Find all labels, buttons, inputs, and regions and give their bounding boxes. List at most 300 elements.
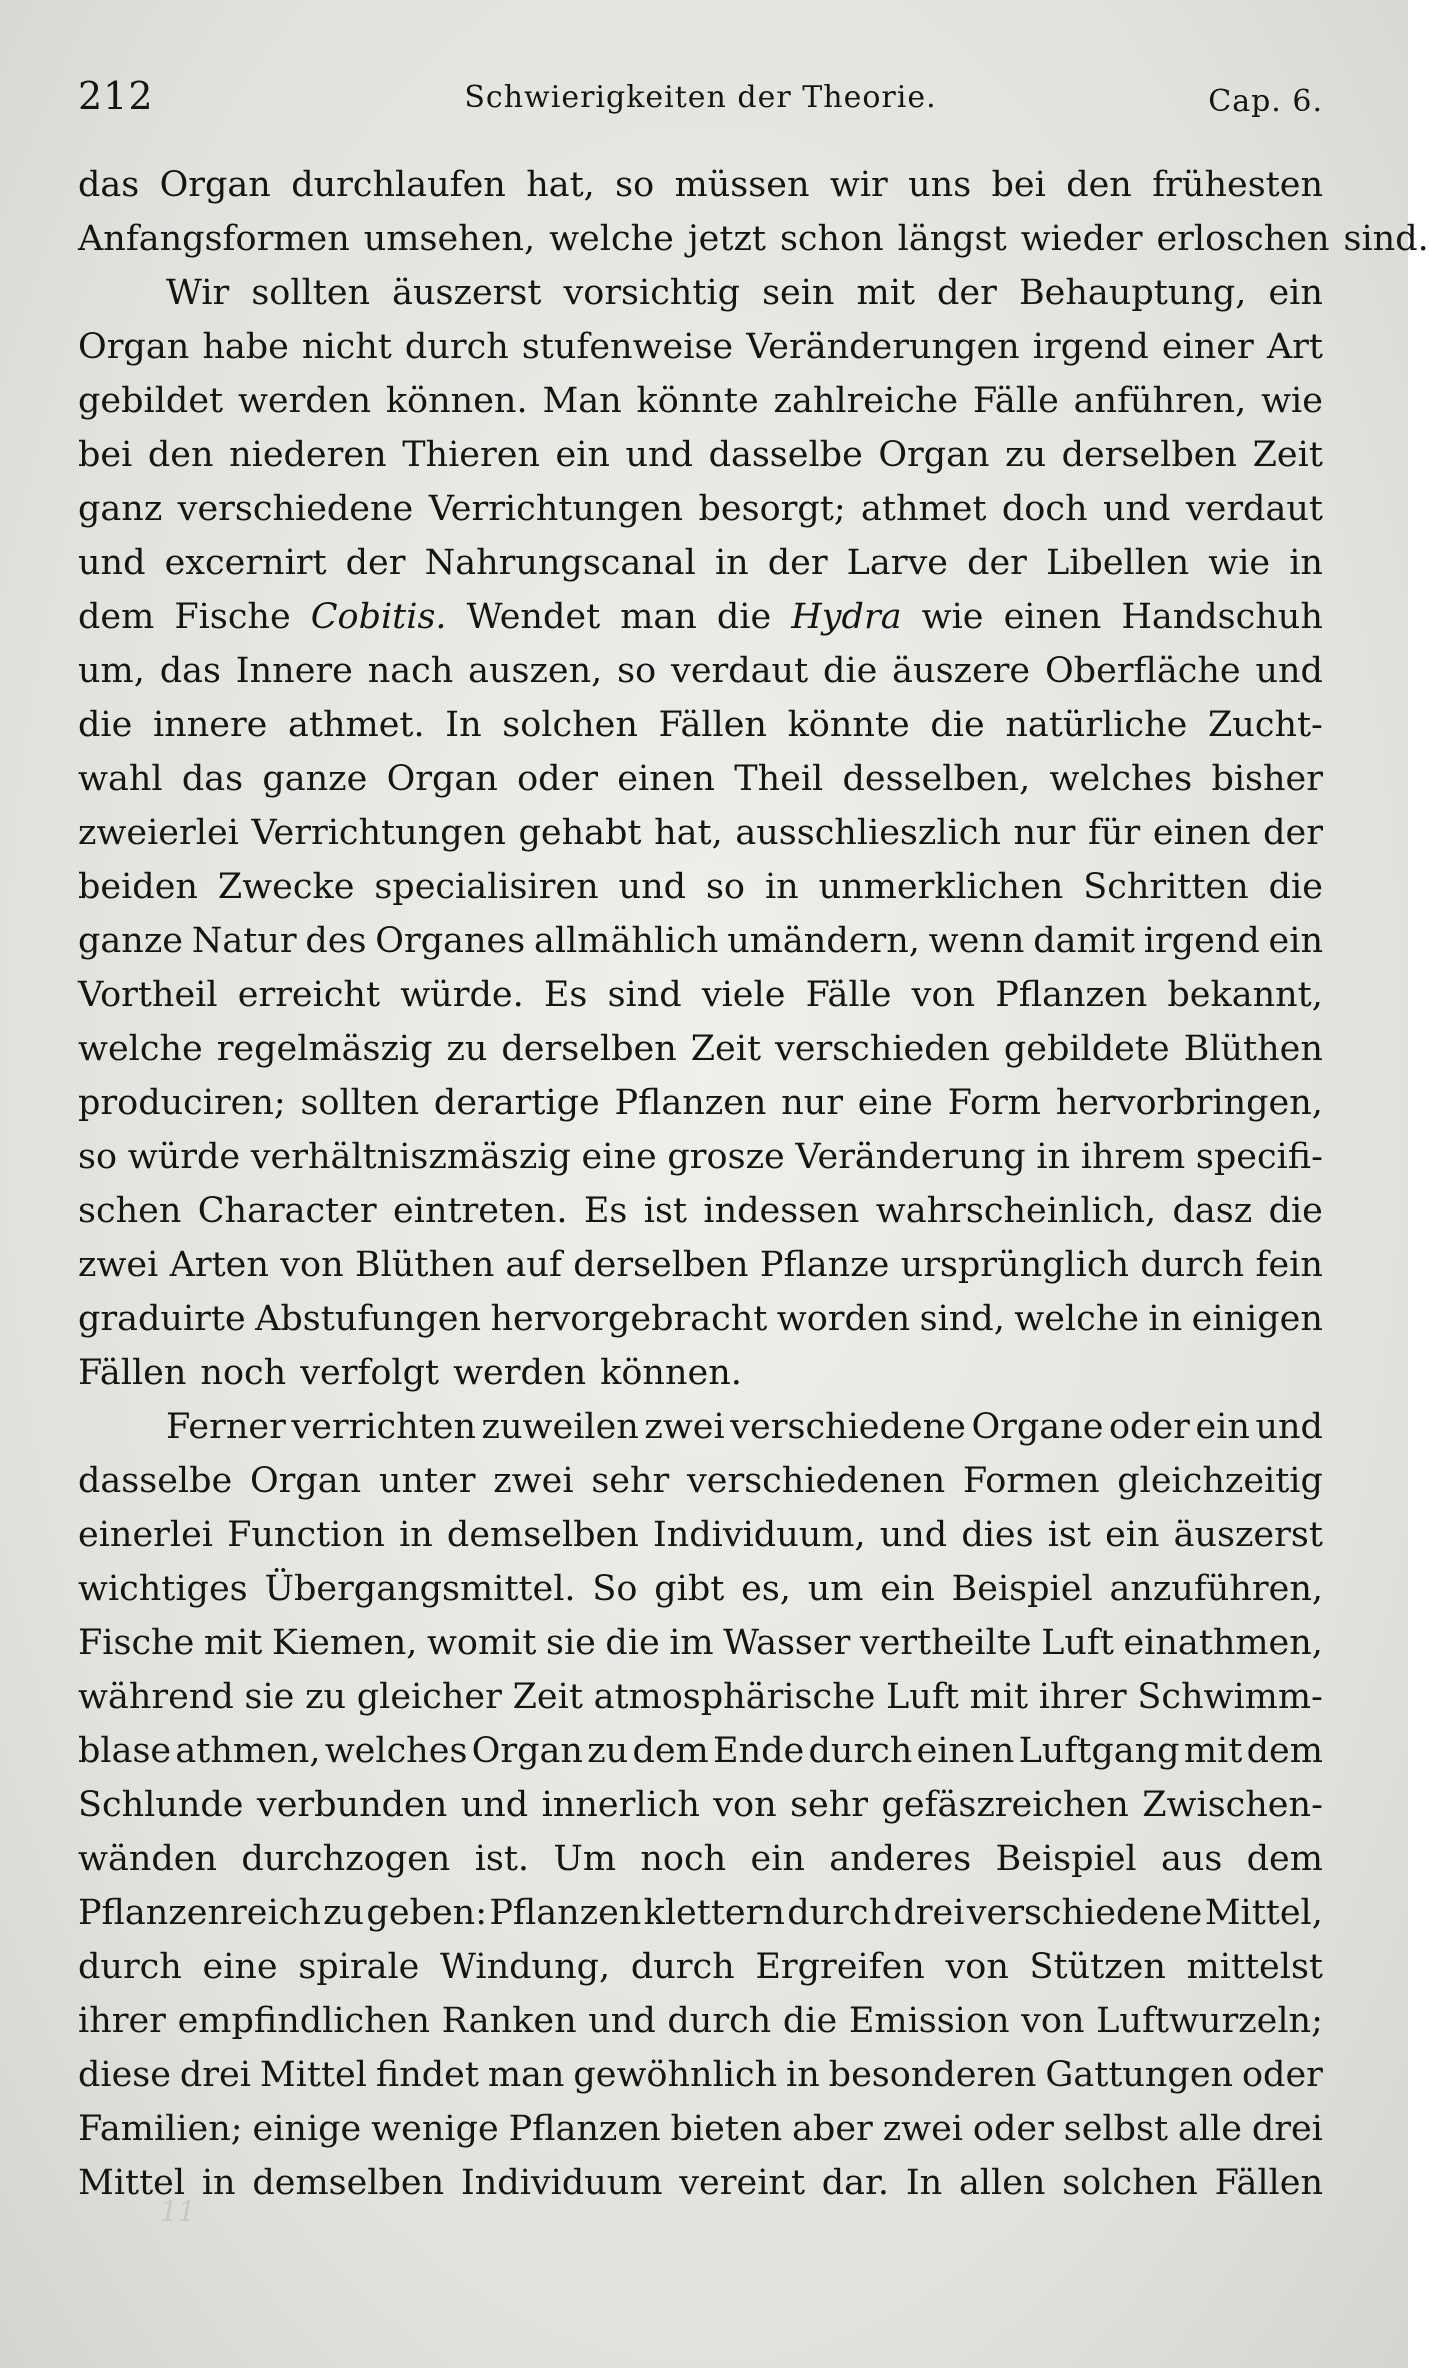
word: sein xyxy=(762,273,835,313)
word: für xyxy=(1087,813,1141,853)
word: den xyxy=(147,435,214,475)
word: damit xyxy=(1033,921,1135,961)
word: würde xyxy=(127,1137,241,1177)
word: das xyxy=(159,651,221,691)
text-line xyxy=(78,374,1323,428)
word: specialisiren xyxy=(374,867,599,907)
word: Zeit xyxy=(512,1677,583,1717)
word: durchlaufen xyxy=(291,165,506,205)
word: Luftwurzeln; xyxy=(1096,2001,1323,2041)
word: Theil xyxy=(734,759,824,799)
text-line xyxy=(78,320,1323,374)
word: Zeit xyxy=(690,1029,762,1069)
word: dem xyxy=(1246,1731,1323,1771)
text-line xyxy=(78,536,1323,590)
word: Beispiel xyxy=(995,1839,1137,1879)
word: in xyxy=(764,867,799,907)
word: durch xyxy=(667,2001,772,2041)
word: excernirt xyxy=(164,543,327,583)
word: Um xyxy=(553,1839,617,1879)
word: solchen xyxy=(1062,2163,1198,2203)
word: einer xyxy=(1161,327,1254,367)
word: verrichten xyxy=(291,1407,476,1447)
text-line xyxy=(78,2102,1323,2156)
word: Ende xyxy=(713,1731,805,1771)
word: können. xyxy=(385,381,528,421)
word: In xyxy=(445,705,482,745)
word: dasz xyxy=(1172,1191,1253,1231)
word: Luft xyxy=(886,1677,959,1717)
word: Stützen xyxy=(1029,1947,1166,1987)
word: Es xyxy=(583,1191,628,1231)
word: welche xyxy=(549,219,674,259)
word: Libellen xyxy=(1045,543,1190,583)
word: wenige xyxy=(371,2109,499,2149)
word: eine xyxy=(581,1137,657,1177)
word: vertheilte xyxy=(859,1623,1032,1663)
word: Schlunde xyxy=(78,1785,244,1825)
word: einen xyxy=(1003,597,1102,637)
word: empfindlichen xyxy=(177,2001,430,2041)
word: erreicht xyxy=(237,975,381,1015)
word: irgend xyxy=(1143,921,1260,961)
word: Familien; xyxy=(78,2109,243,2149)
word: wie xyxy=(1208,543,1271,583)
word: mit xyxy=(1183,1731,1243,1771)
word: Pflanzen xyxy=(614,1083,767,1123)
text-line xyxy=(78,2156,1323,2210)
word: Blüthen xyxy=(354,1245,495,1285)
text-line xyxy=(78,806,1323,860)
word: hat, xyxy=(654,813,723,853)
word: drei xyxy=(1251,2109,1323,2149)
word: Art xyxy=(1266,327,1323,367)
word: gleicher xyxy=(356,1677,502,1717)
text-line xyxy=(78,698,1323,752)
word: anzuführen, xyxy=(1109,1569,1323,1609)
word: Abstufungen xyxy=(255,1299,482,1339)
word: Pflanzen xyxy=(508,2109,661,2149)
text-line xyxy=(78,1508,1323,1562)
word: ein xyxy=(1268,921,1323,961)
word: äuszere xyxy=(892,651,1031,691)
word: Cobitis. xyxy=(310,597,447,637)
word: auszen, xyxy=(468,651,603,691)
word: noch xyxy=(200,1353,287,1393)
word: ausschlieszlich xyxy=(735,813,1001,853)
word: man xyxy=(620,597,697,637)
word: und xyxy=(625,435,694,475)
word: ein xyxy=(1268,273,1323,313)
word: solchen xyxy=(502,705,638,745)
word: von xyxy=(1021,2001,1085,2041)
word: ein xyxy=(880,1569,935,1609)
word: der xyxy=(1263,813,1323,853)
word: Übergangsmittel. xyxy=(264,1569,576,1609)
word: ihrer xyxy=(78,2001,166,2041)
word: wie xyxy=(921,597,984,637)
word: womit xyxy=(426,1623,537,1663)
word: Vortheil xyxy=(78,975,218,1015)
word: blase xyxy=(78,1731,172,1771)
word: bei xyxy=(991,165,1046,205)
word: es, xyxy=(741,1569,791,1609)
word: wahrscheinlich, xyxy=(875,1191,1157,1231)
word: Wasser xyxy=(723,1623,851,1663)
word: so xyxy=(615,165,655,205)
word: uns xyxy=(908,165,972,205)
text-line xyxy=(78,1292,1323,1346)
text-line xyxy=(78,2048,1323,2102)
word: bekannt, xyxy=(1167,975,1323,1015)
word: mit xyxy=(969,1677,1029,1717)
word: und xyxy=(78,543,146,583)
word: noch xyxy=(640,1839,727,1879)
word: mittelst xyxy=(1186,1947,1323,1987)
word: zahlreiche xyxy=(773,381,959,421)
word: Larve xyxy=(846,543,948,583)
word: Zeit xyxy=(1252,435,1323,475)
word: Fälle xyxy=(972,381,1059,421)
word: in xyxy=(714,543,749,583)
word: ein xyxy=(1105,1515,1160,1555)
word: durch xyxy=(404,327,509,367)
word: einathmen, xyxy=(1123,1623,1323,1663)
word: fein xyxy=(1255,1245,1323,1285)
word: die xyxy=(605,1623,660,1663)
word: wänden xyxy=(78,1839,218,1879)
word: verschiedene xyxy=(177,489,414,529)
word: verdaut xyxy=(1185,489,1323,529)
word: gleichzeitig xyxy=(1117,1461,1323,1501)
word: Arten xyxy=(169,1245,269,1285)
text-line xyxy=(78,860,1323,914)
word: der xyxy=(967,543,1027,583)
word: um, xyxy=(78,651,145,691)
word: Man xyxy=(542,381,622,421)
word: sehr xyxy=(591,1461,670,1501)
word: vorsichtig xyxy=(563,273,741,313)
word: nach xyxy=(367,651,454,691)
word: sind xyxy=(607,975,682,1015)
word: verhältniszmäszig xyxy=(250,1137,571,1177)
word: und xyxy=(588,2001,656,2041)
bleed-through-mark: 11 xyxy=(160,2195,196,2228)
running-title: Schwierigkeiten der Theorie. xyxy=(464,80,937,115)
word: Pflanze xyxy=(759,1245,890,1285)
word: wenn xyxy=(928,921,1025,961)
word: und xyxy=(618,867,687,907)
word: umsehen, xyxy=(363,219,536,259)
word: Zwecke xyxy=(217,867,355,907)
word: Schritten xyxy=(1083,867,1249,907)
word: von xyxy=(911,975,976,1015)
word: In xyxy=(905,2163,943,2203)
word: ist xyxy=(643,1191,687,1231)
word: dem xyxy=(1246,1839,1323,1879)
word: unter xyxy=(378,1461,476,1501)
word: aus xyxy=(1160,1839,1223,1879)
word: zu xyxy=(1005,435,1047,475)
word: sollten xyxy=(251,273,371,313)
word: die xyxy=(1268,1191,1323,1231)
body-text xyxy=(78,158,1429,2210)
word: nicht xyxy=(301,327,392,367)
word: während xyxy=(78,1677,234,1717)
word: Gattungen xyxy=(1045,2055,1234,2095)
word: Es xyxy=(543,975,588,1015)
word: welche xyxy=(1014,1299,1139,1339)
word: die xyxy=(930,705,985,745)
word: Pflanzenreich xyxy=(78,1893,321,1933)
word: unmerklichen xyxy=(818,867,1064,907)
word: Organ xyxy=(386,759,498,799)
text-line xyxy=(78,968,1323,1022)
word: auf xyxy=(505,1245,562,1285)
text-line xyxy=(78,1454,1323,1508)
word: beiden xyxy=(78,867,198,907)
word: ein xyxy=(555,435,610,475)
word: durch xyxy=(78,1947,182,1987)
word: umändern, xyxy=(727,921,920,961)
word: Verrichtungen xyxy=(251,813,506,853)
word: durch xyxy=(1140,1245,1245,1285)
word: gebildete xyxy=(1003,1029,1170,1069)
page-number: 212 xyxy=(78,74,154,118)
word: in xyxy=(786,2055,820,2095)
text-line xyxy=(78,1022,1323,1076)
word: innere xyxy=(152,705,268,745)
word: derselben xyxy=(1061,435,1238,475)
word: verschiedenen xyxy=(687,1461,946,1501)
word: einigen xyxy=(1191,1299,1323,1339)
word: besorgt; xyxy=(698,489,846,529)
word: derselben xyxy=(573,1245,749,1285)
word: Organ xyxy=(249,1461,362,1501)
word: die xyxy=(716,597,772,637)
word: dem xyxy=(632,1731,709,1771)
word: Anfangsformen xyxy=(78,219,350,259)
word: die xyxy=(823,651,878,691)
word: äuszerst xyxy=(1173,1515,1323,1555)
word: einerlei xyxy=(78,1515,213,1555)
word: Zwischen- xyxy=(1142,1785,1323,1825)
word: mit xyxy=(856,273,915,313)
word: werden xyxy=(453,1353,587,1393)
word: nur xyxy=(1013,813,1076,853)
word: niederen xyxy=(229,435,387,475)
word: werden xyxy=(237,381,371,421)
word: dem xyxy=(78,597,155,637)
word: Function xyxy=(227,1515,385,1555)
word: bei xyxy=(78,435,133,475)
word: atmosphärische xyxy=(593,1677,876,1717)
word: und xyxy=(1102,489,1171,529)
word: Organ xyxy=(878,435,990,475)
word: ganz xyxy=(78,489,163,529)
word: Organes xyxy=(375,921,526,961)
word: oder xyxy=(1108,1407,1190,1447)
word: Zucht- xyxy=(1207,705,1323,745)
word: mit xyxy=(203,1623,263,1663)
word: Innere xyxy=(235,651,353,691)
word: die xyxy=(78,705,133,745)
text-line xyxy=(78,1778,1323,1832)
word: hervorgebracht xyxy=(490,1299,768,1339)
word: erloschen xyxy=(1156,219,1330,259)
word: gehabt xyxy=(518,813,642,853)
word: ihrer xyxy=(1038,1677,1127,1717)
word: Thieren xyxy=(402,435,540,475)
word: der xyxy=(937,273,997,313)
word: sie xyxy=(545,1623,596,1663)
text-line xyxy=(78,1184,1323,1238)
text-line xyxy=(78,1130,1323,1184)
word: einen xyxy=(1152,813,1251,853)
word: diese xyxy=(78,2055,171,2095)
word: anderes xyxy=(829,1839,972,1879)
word: ein xyxy=(1195,1407,1250,1447)
word: der xyxy=(345,543,406,583)
word: durch xyxy=(630,1947,735,1987)
word: Mittel xyxy=(259,2055,367,2095)
word: Fällen xyxy=(658,705,767,745)
word: oder xyxy=(1241,2055,1323,2095)
word: doch xyxy=(1001,489,1088,529)
text-line xyxy=(78,1616,1323,1670)
word: in xyxy=(201,2163,236,2203)
word: verschiedene xyxy=(966,1893,1203,1933)
word: ist. xyxy=(474,1839,530,1879)
word: ganze xyxy=(262,759,368,799)
word: längst xyxy=(897,219,1007,259)
word: Character xyxy=(197,1191,377,1231)
word: spirale xyxy=(298,1947,420,1987)
word: besonderen xyxy=(828,2055,1037,2095)
word: durch xyxy=(787,1893,892,1933)
word: Organ xyxy=(78,327,190,367)
word: eine xyxy=(857,1083,933,1123)
word: bieten xyxy=(670,2109,783,2149)
word: zweierlei xyxy=(78,813,239,853)
word: durchzogen xyxy=(241,1839,451,1879)
word: so xyxy=(617,651,657,691)
word: in xyxy=(1036,1137,1071,1177)
word: zu xyxy=(305,1677,347,1717)
word: Fische xyxy=(174,597,291,637)
word: wahl xyxy=(78,759,163,799)
page-header xyxy=(78,70,1323,130)
word: von xyxy=(945,1947,1009,1987)
word: verschieden xyxy=(774,1029,990,1069)
text-line xyxy=(78,428,1323,482)
word: stufenweise xyxy=(521,327,734,367)
word: welches xyxy=(324,1731,468,1771)
word: das xyxy=(181,759,244,799)
word: gibt xyxy=(654,1569,725,1609)
word: zu xyxy=(323,1893,365,1933)
word: hervorbringen, xyxy=(1055,1083,1323,1123)
text-line xyxy=(78,1994,1323,2048)
word: aber xyxy=(792,2109,873,2149)
word: Handschuh xyxy=(1121,597,1323,637)
word: ist xyxy=(1047,1515,1091,1555)
word: wir xyxy=(829,165,888,205)
word: So xyxy=(592,1569,638,1609)
word: im xyxy=(669,1623,714,1663)
word: schon xyxy=(779,219,884,259)
word: von xyxy=(280,1245,344,1285)
word: Windung, xyxy=(440,1947,611,1987)
word: sind, xyxy=(919,1299,1005,1339)
word: Behauptung, xyxy=(1018,273,1247,313)
word: frühesten xyxy=(1152,165,1323,205)
text-line xyxy=(78,1832,1323,1886)
word: ihrem xyxy=(1080,1137,1186,1177)
word: verdaut xyxy=(671,651,809,691)
word: Mittel xyxy=(78,2163,186,2203)
word: findet xyxy=(375,2055,479,2095)
word: produciren; xyxy=(78,1083,286,1123)
word: Wendet xyxy=(466,597,601,637)
word: habe xyxy=(202,327,289,367)
text-line xyxy=(78,1940,1323,1994)
word: Ranken xyxy=(441,2001,577,2041)
word: sollten xyxy=(300,1083,420,1123)
text-line xyxy=(78,644,1323,698)
word: allen xyxy=(958,2163,1046,2203)
word: athmet. xyxy=(288,705,425,745)
word: einen xyxy=(916,1731,1015,1771)
word: Fälle xyxy=(805,975,892,1015)
text-line xyxy=(78,1724,1323,1778)
word: und xyxy=(1255,651,1323,691)
word: zwei xyxy=(78,1245,159,1285)
word: Wir xyxy=(166,273,230,313)
word: die xyxy=(1268,867,1323,907)
text-line xyxy=(78,1400,1323,1454)
word: zuweilen xyxy=(481,1407,639,1447)
text-line xyxy=(78,1886,1323,1940)
word: Beispiel xyxy=(951,1569,1093,1609)
word: zwei xyxy=(882,2109,963,2149)
word: wieder xyxy=(1020,219,1143,259)
word: des xyxy=(305,921,367,961)
word: und xyxy=(879,1515,948,1555)
word: dasselbe xyxy=(708,435,863,475)
word: könnte xyxy=(636,381,759,421)
word: Hydra xyxy=(791,597,902,637)
word: verfolgt xyxy=(300,1353,440,1393)
word: den xyxy=(1066,165,1132,205)
word: in xyxy=(1148,1299,1183,1339)
word: geben: xyxy=(366,1893,487,1933)
word: athmet xyxy=(861,489,987,529)
word: Mittel, xyxy=(1204,1893,1323,1933)
word: einen xyxy=(617,759,715,799)
text-line xyxy=(78,158,1323,212)
word: verschiedene xyxy=(730,1407,966,1447)
chapter-label: Cap. 6. xyxy=(1208,84,1323,119)
text-line xyxy=(78,752,1323,806)
word: Formen xyxy=(962,1461,1100,1501)
word: demselben xyxy=(252,2163,445,2203)
word: ein xyxy=(750,1839,805,1879)
word: hat, xyxy=(526,165,595,205)
word: eintreten. xyxy=(393,1191,568,1231)
word: bisher xyxy=(1211,759,1323,799)
word: zu xyxy=(587,1731,629,1771)
